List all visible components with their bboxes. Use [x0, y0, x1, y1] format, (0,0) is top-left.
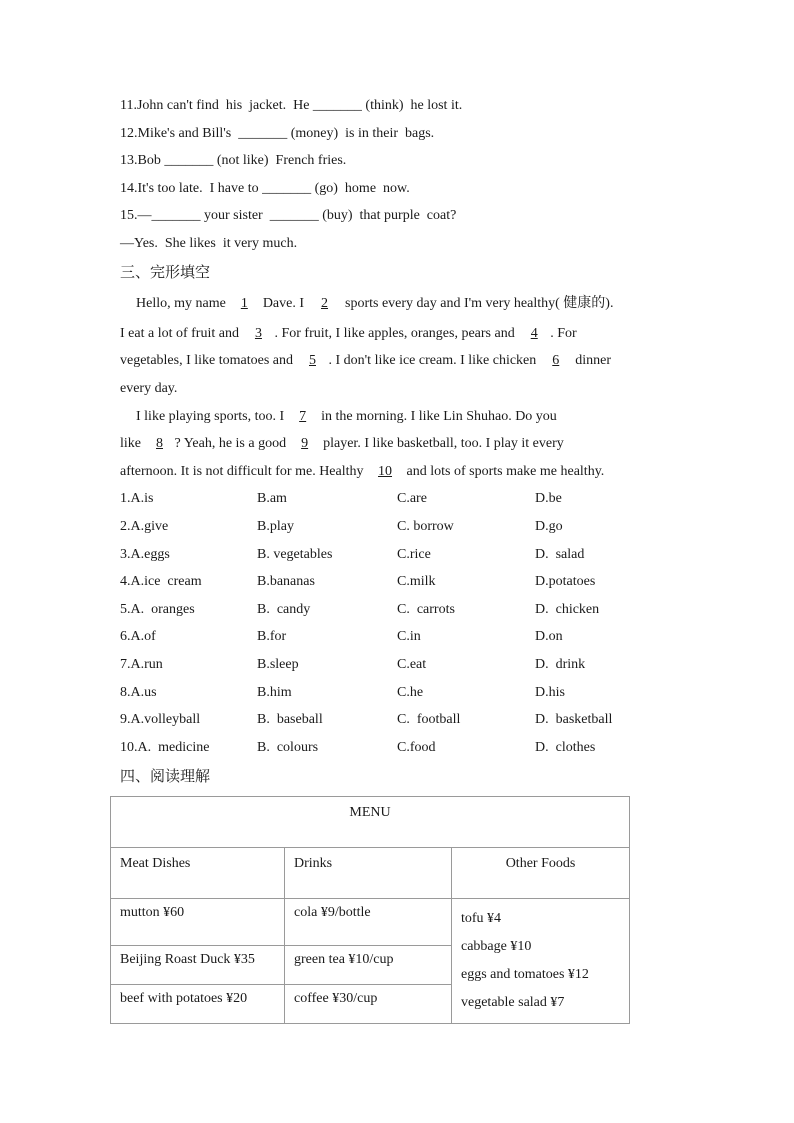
cloze-line-7: afternoon. It is not difficult for me. Healthy 10 and lots of sports make me healthy.	[120, 462, 675, 482]
option-2d: D.go	[535, 519, 563, 534]
cloze-line-3: vegetables, I like tomatoes and 5 . I don't like ice cream. I like chicken 6 dinner	[120, 351, 675, 371]
option-10b: B. colours	[257, 740, 319, 755]
option-2b: B.play	[257, 519, 294, 534]
blank-6: 6	[552, 353, 560, 368]
section-4-heading: 四、阅读理解	[120, 767, 211, 785]
option-6a: 6.A.of	[120, 629, 156, 644]
option-1c: C.are	[397, 491, 427, 506]
other-item: vegetable salad ¥7	[461, 995, 565, 1010]
blank-9: 9	[301, 436, 309, 451]
option-8d: D.his	[535, 685, 565, 700]
exercise-15-answer: —Yes. She likes it very much.	[120, 236, 298, 251]
exercise-13: 13.Bob _______ (not like) French fries.	[120, 153, 347, 168]
cloze-line-4: every day.	[120, 381, 178, 396]
other-item: eggs and tomatoes ¥12	[461, 967, 589, 982]
option-8a: 8.A.us	[120, 685, 157, 700]
drink-item: green tea ¥10/cup	[285, 946, 452, 985]
drink-item: cola ¥9/bottle	[285, 899, 452, 946]
option-3b: B. vegetables	[257, 547, 333, 562]
blank-7: 7	[299, 409, 307, 424]
meat-item: beef with potatoes ¥20	[111, 985, 285, 1024]
option-6c: C.in	[397, 629, 421, 644]
option-6b: B.for	[257, 629, 287, 644]
drink-item: coffee ¥30/cup	[285, 985, 452, 1024]
menu-title: MENU	[111, 797, 630, 848]
col-header-drinks: Drinks	[285, 848, 452, 899]
meat-item: Beijing Roast Duck ¥35	[111, 946, 285, 985]
option-7b: B.sleep	[257, 657, 299, 672]
menu-table	[110, 796, 630, 1024]
option-3c: C.rice	[397, 547, 431, 562]
option-1a: 1.A.is	[120, 491, 154, 506]
option-3a: 3.A.eggs	[120, 547, 170, 562]
option-4d: D.potatoes	[535, 574, 596, 589]
option-4b: B.bananas	[257, 574, 315, 589]
other-item: tofu ¥4	[461, 911, 502, 926]
option-5c: C. carrots	[397, 602, 455, 617]
option-9a: 9.A.volleyball	[120, 712, 201, 727]
option-2c: C. borrow	[397, 519, 454, 534]
blank-3: 3	[254, 326, 262, 341]
blank-10: 10	[378, 464, 393, 479]
exercise-15: 15.—_______ your sister _______ (buy) that purple coat?	[120, 208, 457, 223]
meat-item: mutton ¥60	[111, 899, 285, 946]
option-10a: 10.A. medicine	[120, 740, 210, 755]
cloze-line-5: I like playing sports, too. I 7 in the morning. I like Lin Shuhao. Do you	[136, 407, 691, 427]
option-10c: C.food	[397, 740, 436, 755]
cloze-line-2: I eat a lot of fruit and 3 . For fruit, I like apples, oranges, pears and 4 . For	[120, 324, 675, 344]
option-7d: D. drink	[535, 657, 586, 672]
option-8b: B.him	[257, 685, 292, 700]
option-4a: 4.A.ice cream	[120, 574, 202, 589]
col-header-meat: Meat Dishes	[111, 848, 285, 899]
option-1d: D.be	[535, 491, 562, 506]
exercise-11: 11.John can't find his jacket. He _______ (think) he lost it.	[120, 98, 463, 113]
blank-5: 5	[309, 353, 316, 368]
option-1b: B.am	[257, 491, 287, 506]
cloze-line-1: Hello, my name 1 Dave. I 2 sports every day and I'm very healthy( 健康的).	[136, 294, 691, 314]
option-5b: B. candy	[257, 602, 311, 617]
option-5a: 5.A. oranges	[120, 602, 195, 617]
other-foods-cell	[452, 899, 630, 1024]
option-2a: 2.A.give	[120, 519, 169, 534]
option-9b: B. baseball	[257, 712, 323, 727]
cloze-line-6: like 8 ? Yeah, he is a good 9 player. I like basketball, too. I play it every	[120, 434, 675, 454]
option-4c: C.milk	[397, 574, 436, 589]
blank-4: 4	[530, 326, 538, 341]
exercise-12: 12.Mike's and Bill's _______ (money) is in their bags.	[120, 126, 435, 141]
option-10d: D. clothes	[535, 740, 596, 755]
option-3d: D. salad	[535, 547, 585, 562]
col-header-other: Other Foods	[452, 848, 630, 899]
option-5d: D. chicken	[535, 602, 600, 617]
blank-2: 2	[321, 296, 329, 311]
exercise-14: 14.It's too late. I have to _______ (go) home now.	[120, 181, 410, 196]
blank-1: 1	[240, 296, 248, 311]
option-7a: 7.A.run	[120, 657, 163, 672]
section-3-heading: 三、完形填空	[120, 263, 211, 281]
option-9c: C. football	[397, 712, 461, 727]
option-7c: C.eat	[397, 657, 427, 672]
option-6d: D.on	[535, 629, 563, 644]
other-item: cabbage ¥10	[461, 939, 532, 954]
option-9d: D. basketball	[535, 712, 613, 727]
option-8c: C.he	[397, 685, 424, 700]
blank-8: 8	[156, 436, 163, 451]
